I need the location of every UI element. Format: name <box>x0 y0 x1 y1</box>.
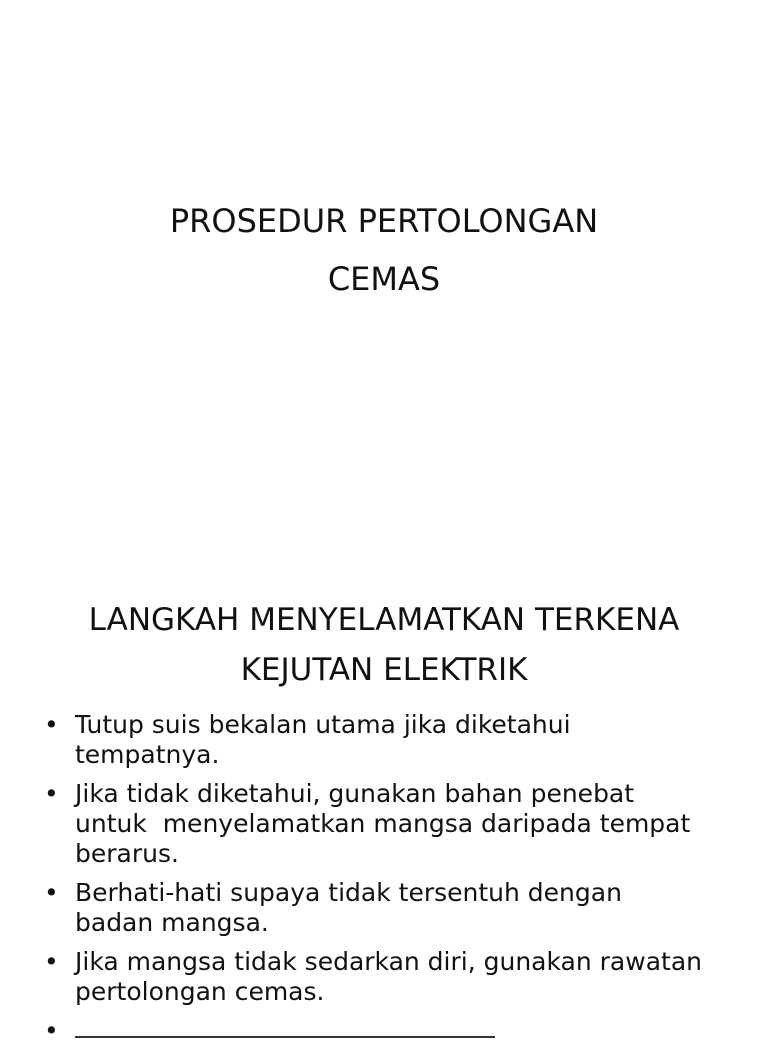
step-text: Tutup suis bekalan utama jika diketahui tempatnya. <box>75 710 571 769</box>
list-item <box>44 779 744 869</box>
list-item <box>44 878 744 938</box>
list-item <box>44 947 744 1007</box>
slide-1-title-line-2: CEMAS <box>327 260 441 298</box>
list-item <box>44 710 744 770</box>
bullet-dot-icon: • <box>44 1016 59 1045</box>
slide-2-title-line-2: KEJUTAN ELEKTRIK <box>240 652 528 688</box>
step-text: Berhati-hati supaya tidak tersentuh dengan badan mangsa. <box>75 878 622 937</box>
slide-1-title-line-1: PROSEDUR PERTOLONGAN <box>169 202 599 240</box>
bullet-dot-icon: • <box>44 878 59 907</box>
cut-off-text-fragment <box>75 1036 495 1050</box>
step-text: Jika tidak diketahui, gunakan bahan penebat untuk menyelamatkan mangsa daripada tempat berarus. <box>75 779 691 868</box>
bullet-dot-icon: • <box>44 710 59 739</box>
slide-2-title <box>0 595 768 695</box>
bullet-dot-icon: • <box>44 947 59 976</box>
cut-off-list-item <box>44 1016 744 1046</box>
slide-steps <box>0 576 768 1045</box>
bullet-dot-icon: • <box>44 779 59 808</box>
slide-1-title <box>0 192 768 308</box>
slide-2-title-line-1: LANGKAH MENYELAMATKAN TERKENA <box>88 602 680 638</box>
steps-list <box>44 710 744 1055</box>
step-text: Jika mangsa tidak sedarkan diri, gunakan rawatan pertolongan cemas. <box>75 947 702 1006</box>
